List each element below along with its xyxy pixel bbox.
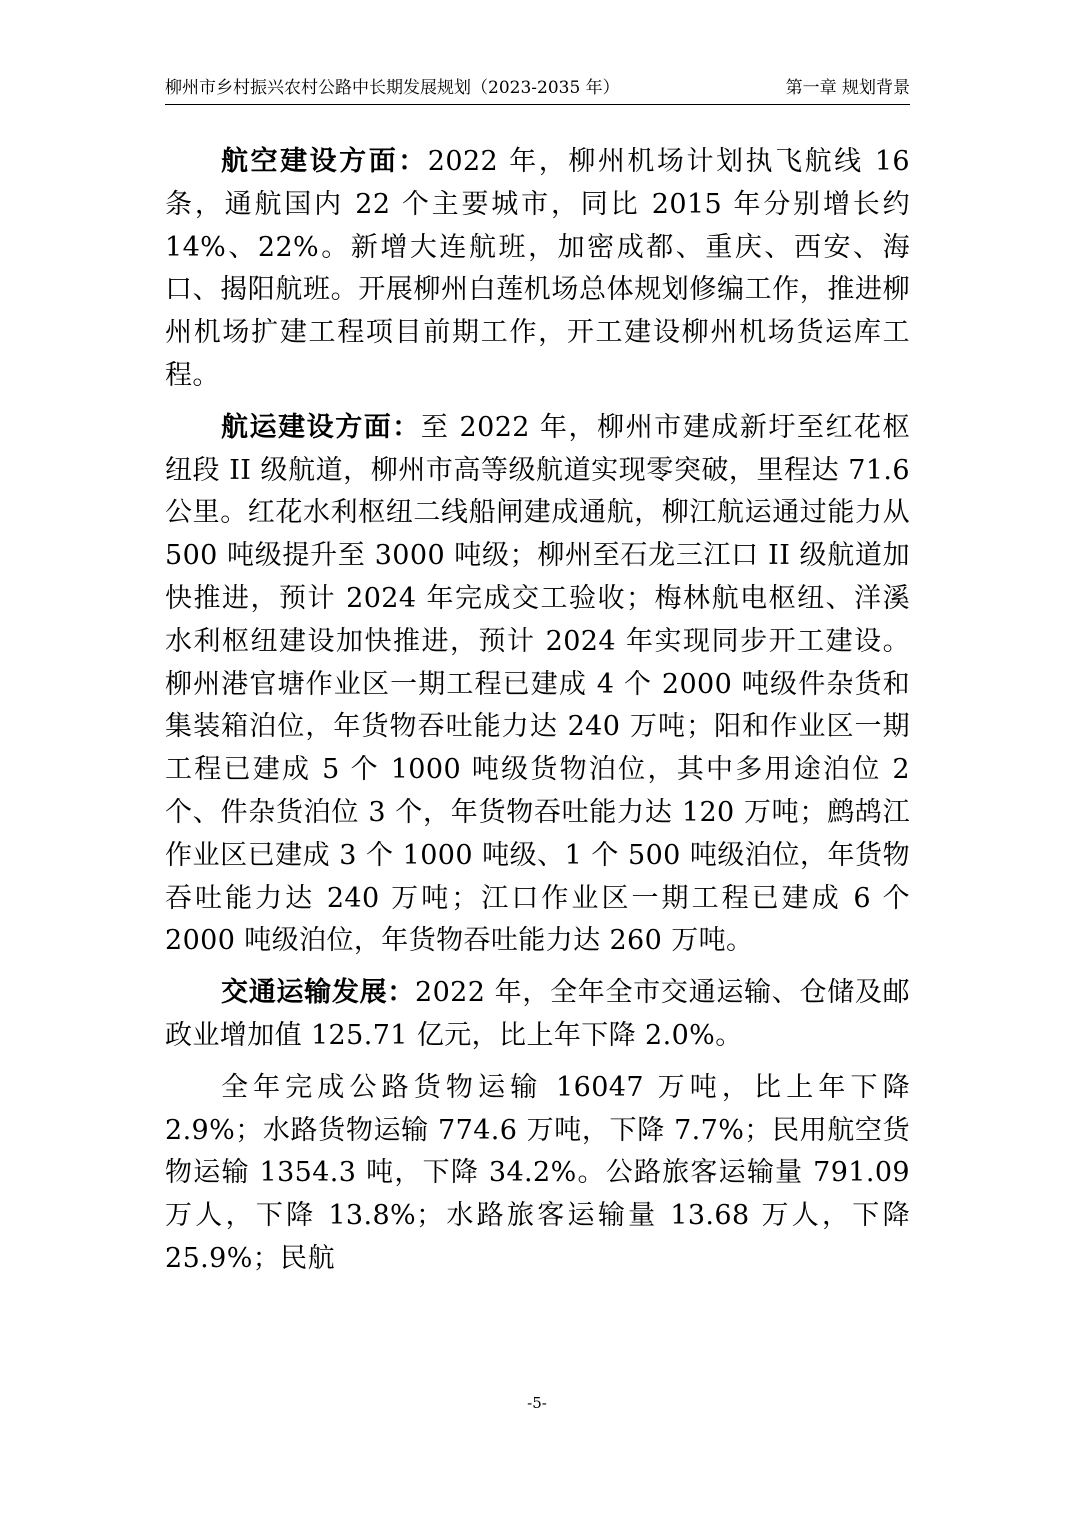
paragraph-aviation [165,141,910,398]
page-number: -5- [527,1394,547,1412]
page-body [165,141,910,1290]
paragraph-transport-development [165,972,910,1058]
paragraph-freight-passenger [165,1067,910,1281]
paragraph-lead: 航空建设方面： [221,146,428,177]
paragraph-lead: 交通运输发展： [221,977,415,1009]
paragraph-text: 全年完成公路货物运输 16047 万吨，比上年下降 2.9%；水路货物运输 774.6 万吨，下降 7.7%；民用航空货物运输 1354.3 吨，下降 34.2%。公路旅客运输量 791.09 万人，下降 13.8%；水路旅客运输量 13.68 万人，下降 25.9%；民航 [165,1071,910,1274]
document-title: 柳州市乡村振兴农村公路中长期发展规划（2023-2035 年） [165,78,620,98]
paragraph-shipping [165,407,910,963]
chapter-title: 第一章 规划背景 [785,78,910,98]
paragraph-text: 2022 年，全年全市交通运输、仓储及邮政业增加值 125.71 亿元，比上年下降 2.0%。 [165,977,910,1051]
page-header [165,76,910,105]
paragraph-text: 2022 年，柳州机场计划执飞航线 16 条，通航国内 22 个主要城市，同比 2015 年分别增长约 14%、22%。新增大连航班，加密成都、重庆、西安、海口、揭阳航班。开展柳州白莲机场总体规划修编工作，推进柳州机场扩建工程项目前期工作，开工建设柳州机场货运库工程。 [165,146,910,391]
paragraph-lead: 航运建设方面： [221,411,421,443]
paragraph-text: 至 2022 年，柳州市建成新圩至红花枢纽段 II 级航道，柳州市高等级航道实现零突破，里程达 71.6 公里。红花水利枢纽二线船闸建成通航，柳江航运通过能力从 500 吨级提升至 3000 吨级；柳州至石龙三江口 II 级航道加快推进，预计 2024 年完成交工验收；梅林航电枢纽、洋溪水利枢纽建设加快推进，预计 2024 年实现同步开工建设。柳州港官塘作业区一期工程已建成 4 个 2000 吨级件杂货和集装箱泊位，年货物吞吐能力达 240 万吨；阳和作业区一期工程已建成 5 个 1000 吨级货物泊位，其中多用途泊位 2 个、件杂货泊位 3 个，年货物吞吐能力达 120 万吨；鹧鸪江作业区已建成 3 个 1000 吨级、1 个 500 吨级泊位，年货物吞吐能力达 240 万吨；江口作业区一期工程已建成 6 个 2000 吨级泊位，年货物吞吐能力达 260 万吨。 [165,411,910,957]
